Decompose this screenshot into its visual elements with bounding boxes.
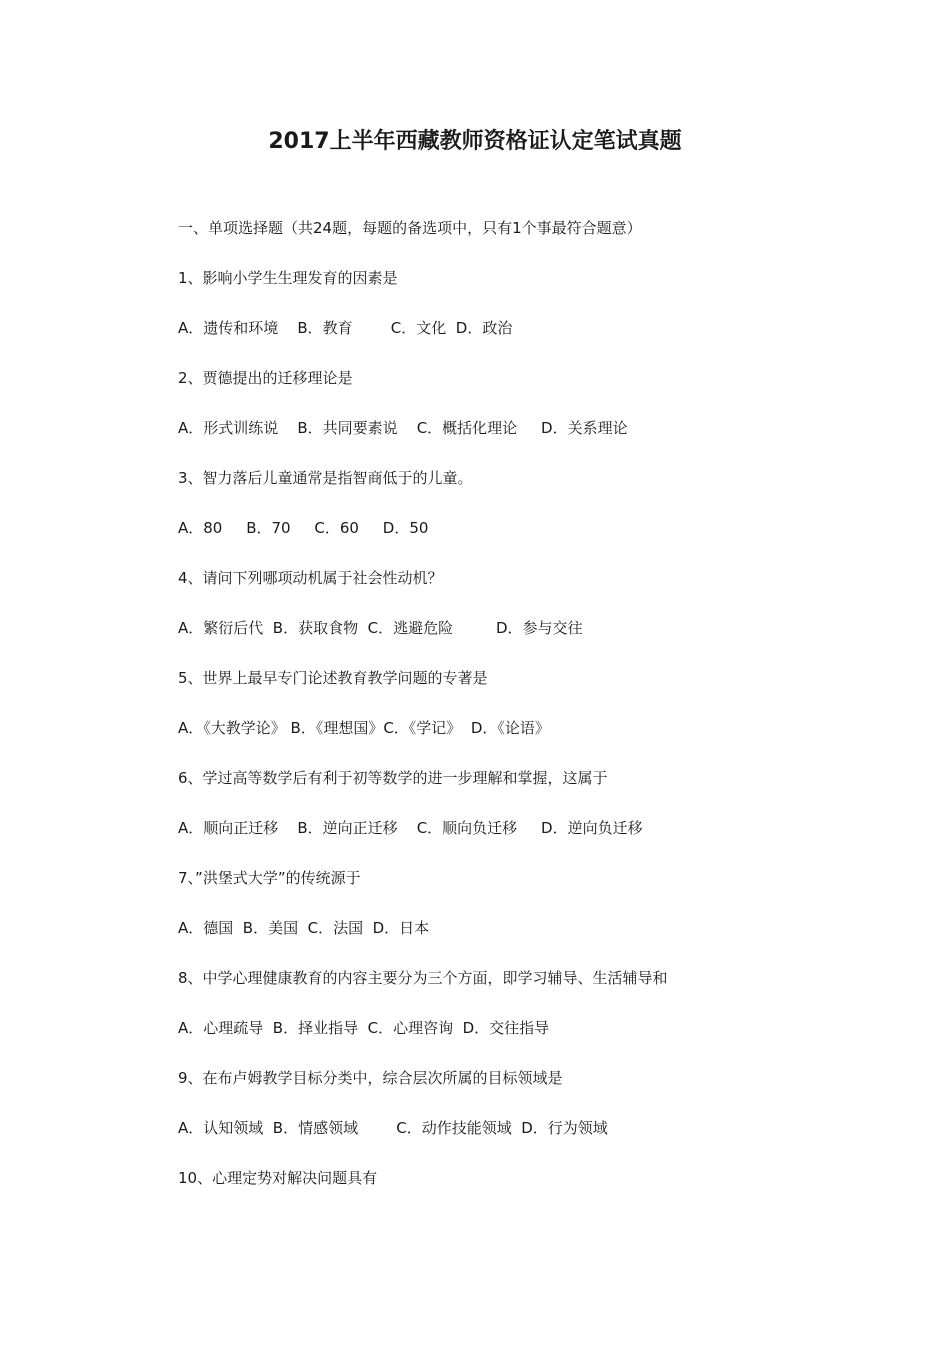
options-8: A．心理疏导 B．择业指导 C．心理咨询 D．交往指导 bbox=[178, 1019, 550, 1037]
options-4: A．繁衍后代 B．获取食物 C．逃避危险 D．参与交往 bbox=[178, 619, 583, 637]
options-2: A．形式训练说 B．共同要素说 C．概括化理论 D．关系理论 bbox=[178, 419, 628, 437]
options-1: A．遗传和环境 B．教育 C．文化 D．政治 bbox=[178, 319, 513, 337]
options-3: A．80 B．70 C．60 D．50 bbox=[178, 519, 429, 537]
question-10: 10、心理定势对解决问题具有 bbox=[178, 1169, 378, 1187]
section-heading: 一、单项选择题（共24题，每题的备选项中，只有1个事最符合题意） bbox=[178, 219, 642, 237]
question-3: 3、智力落后儿童通常是指智商低于的儿童。 bbox=[178, 469, 473, 487]
question-2: 2、贾德提出的迁移理论是 bbox=[178, 369, 353, 387]
question-1: 1、影响小学生生理发育的因素是 bbox=[178, 269, 398, 287]
question-9: 9、在布卢姆教学目标分类中，综合层次所属的目标领域是 bbox=[178, 1069, 563, 1087]
options-5: A．《大教学论》 B．《理想国》C．《学记》 D．《论语》 bbox=[178, 719, 550, 737]
options-7: A．德国 B．美国 C．法国 D．日本 bbox=[178, 919, 430, 937]
question-6: 6、学过高等数学后有利于初等数学的进一步理解和掌握，这属于 bbox=[178, 769, 608, 787]
options-9: A．认知领域 B．情感领域 C．动作技能领域 D．行为领域 bbox=[178, 1119, 608, 1137]
question-4: 4、请问下列哪项动机属于社会性动机？ bbox=[178, 569, 443, 587]
question-8: 8、中学心理健康教育的内容主要分为三个方面，即学习辅导、生活辅导和 bbox=[178, 969, 668, 987]
question-5: 5、世界上最早专门论述教育教学问题的专著是 bbox=[178, 669, 488, 687]
question-7: 7、”洪堡式大学”的传统源于 bbox=[178, 869, 361, 887]
document-title: 2017上半年西藏教师资格证认定笔试真题 bbox=[268, 129, 682, 154]
options-6: A．顺向正迁移 B．逆向正迁移 C．顺向负迁移 D．逆向负迁移 bbox=[178, 819, 643, 837]
